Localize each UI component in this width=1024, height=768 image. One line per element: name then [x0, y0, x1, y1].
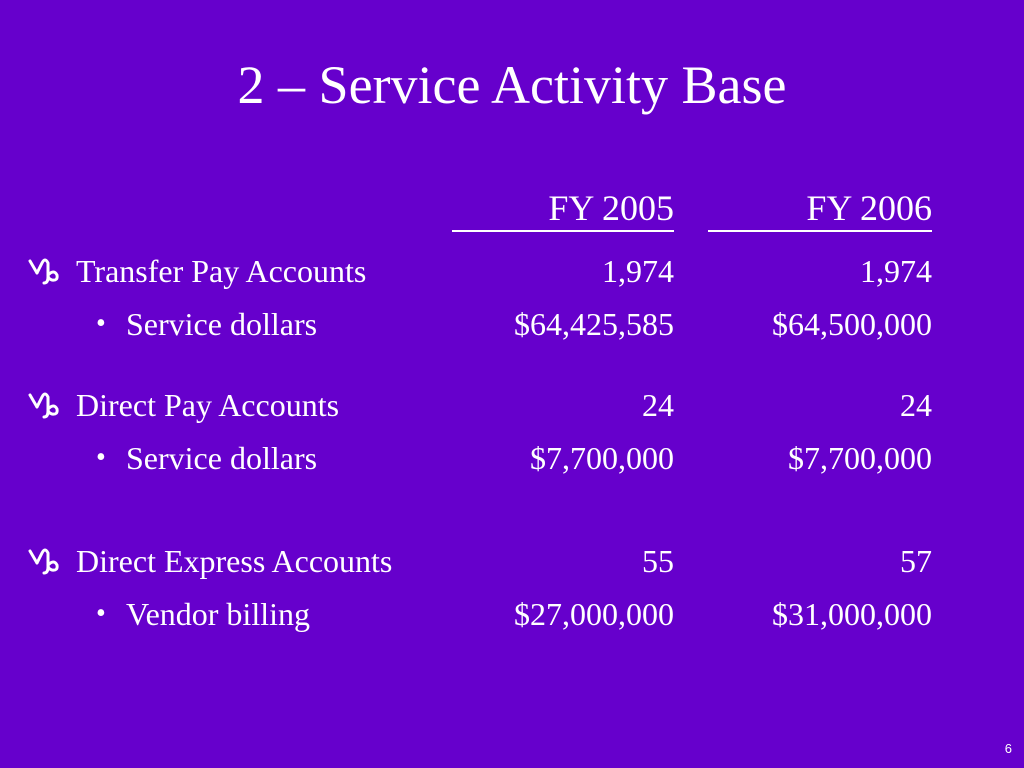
- bullet-dot: •: [96, 598, 106, 629]
- value-fy2006: $31,000,000: [772, 596, 932, 632]
- table-subrow: [0, 304, 1024, 344]
- value-fy2005: 24: [642, 387, 674, 423]
- value-fy2005: $7,700,000: [530, 440, 674, 476]
- subrow-label: Service dollars: [126, 440, 318, 476]
- value-fy2005: 55: [642, 543, 674, 579]
- value-fy2006: 1,974: [860, 253, 932, 289]
- row-label: Transfer Pay Accounts: [76, 253, 367, 289]
- table-row: [0, 541, 1024, 581]
- bullet-dot: •: [96, 308, 106, 339]
- value-fy2005: $64,425,585: [514, 306, 674, 342]
- subrow-label: Vendor billing: [126, 596, 310, 632]
- capricorn-bullet-icon: [26, 387, 60, 421]
- value-fy2005: $27,000,000: [514, 596, 674, 632]
- capricorn-bullet-icon: [26, 543, 60, 577]
- slide-title: 2 – Service Activity Base: [237, 55, 787, 115]
- column-header-fy2006: FY 2006: [708, 190, 932, 232]
- value-fy2006: 57: [900, 543, 932, 579]
- value-fy2006: 24: [900, 387, 932, 423]
- capricorn-bullet-icon: [26, 253, 60, 287]
- table-subrow: [0, 594, 1024, 634]
- page-number: 6: [1004, 741, 1012, 756]
- column-header-fy2005: FY 2005: [452, 190, 674, 232]
- value-fy2006: $64,500,000: [772, 306, 932, 342]
- subrow-label: Service dollars: [126, 306, 318, 342]
- table-subrow: [0, 438, 1024, 478]
- value-fy2006: $7,700,000: [788, 440, 932, 476]
- table-row: [0, 385, 1024, 425]
- row-label: Direct Express Accounts: [76, 543, 393, 579]
- row-label: Direct Pay Accounts: [76, 387, 340, 423]
- table-row: [0, 251, 1024, 291]
- bullet-dot: •: [96, 442, 106, 473]
- value-fy2005: 1,974: [602, 253, 674, 289]
